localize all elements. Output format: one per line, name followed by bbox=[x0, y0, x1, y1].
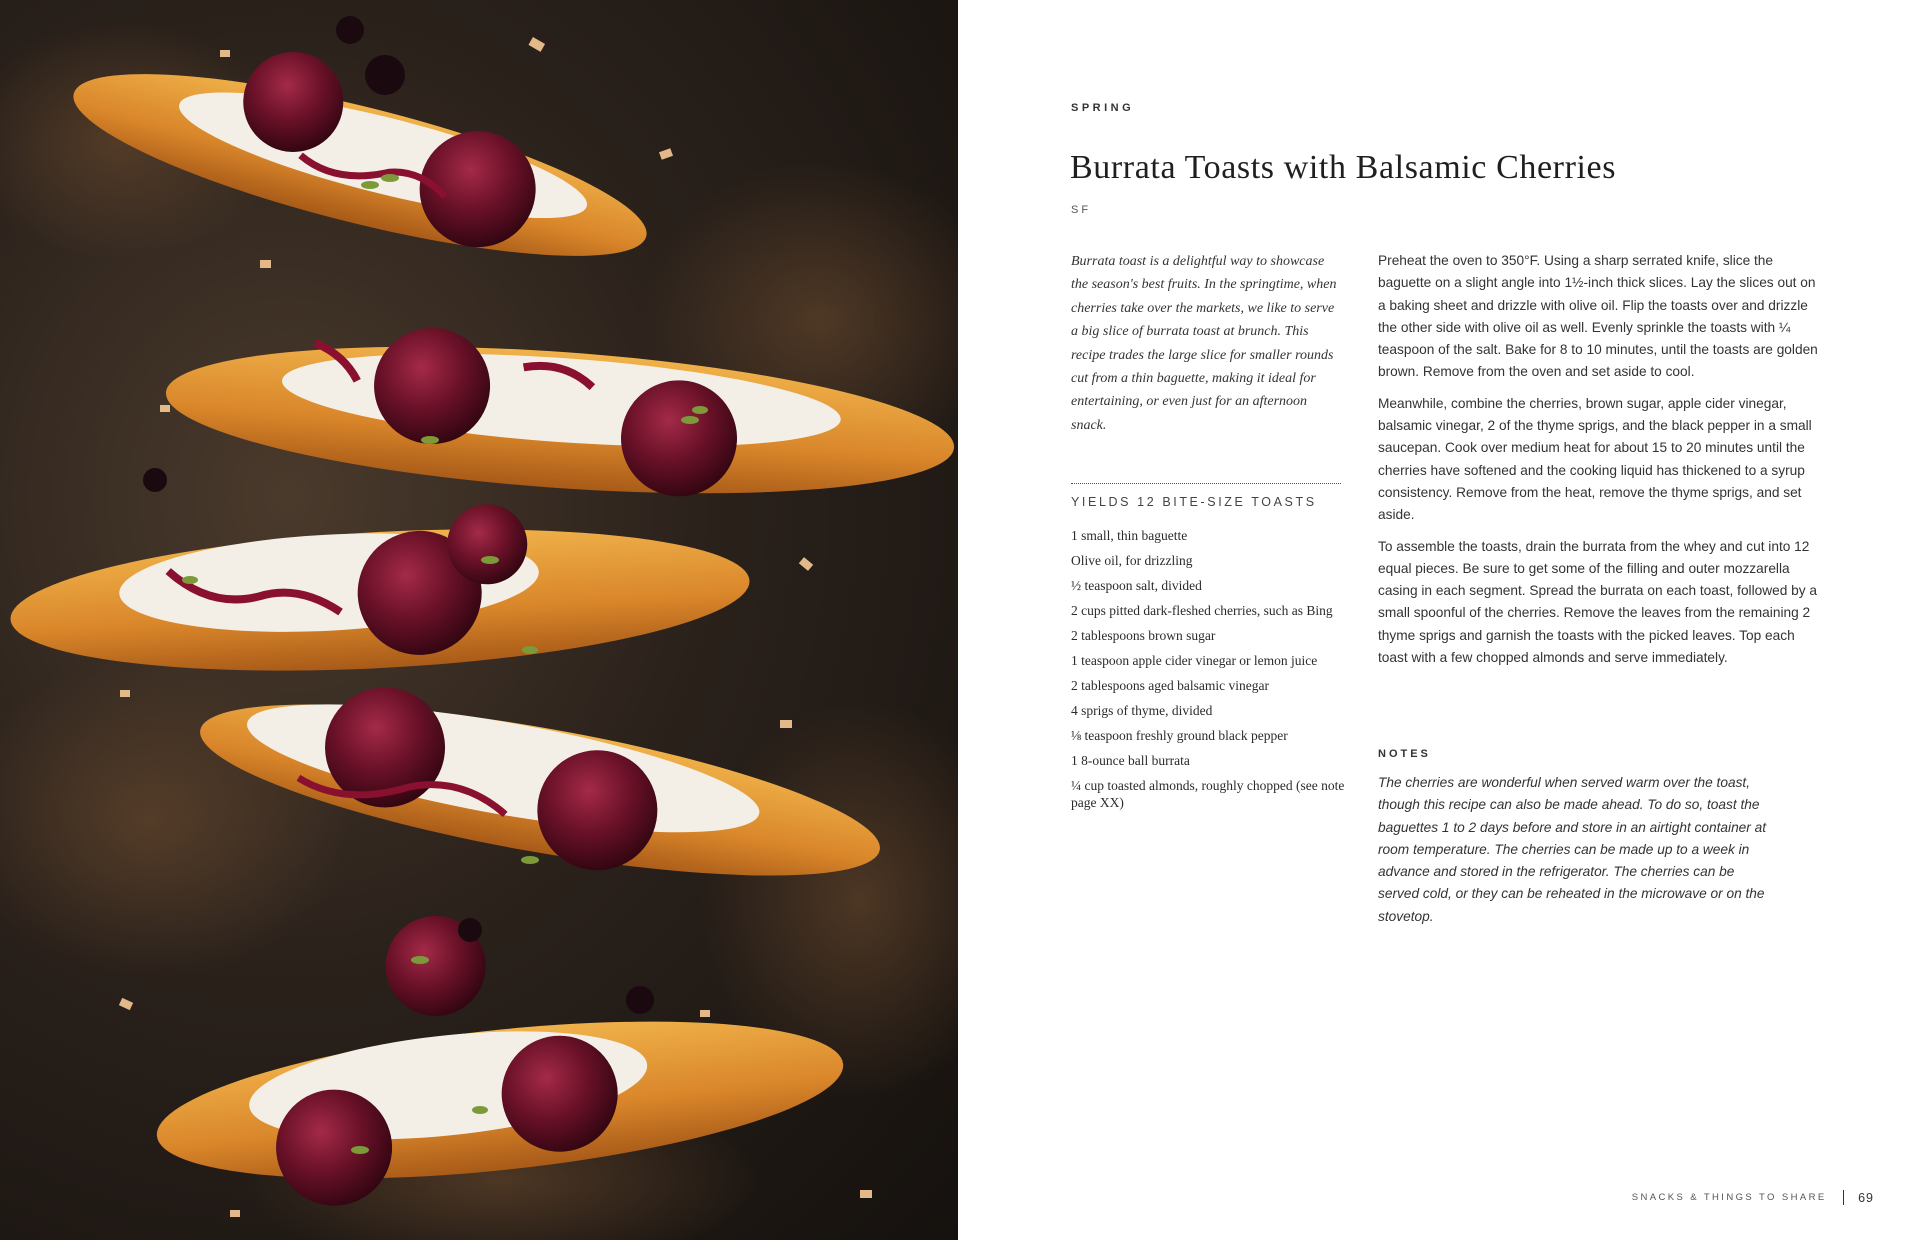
recipe-intro: Burrata toast is a delightful way to showcase the season's best fruits. In the springtime, when cherries take over the markets, we like to serve a big slice of burrata toast at brunch. This recipe trades the large slice for smaller rounds cut from a thin baguette, making it ideal for entertaining, or even just for an afternoon snack. bbox=[1071, 254, 1337, 433]
notes-heading: NOTES bbox=[1378, 748, 1431, 760]
method-paragraph: Meanwhile, combine the cherries, brown sugar, apple cider vinegar, balsamic vinegar, 2 of the thyme sprigs, and the black pepper in a small saucepan. Cook over medium heat for about 15 to 20 minutes until the cherries have softened and the cooking liquid has thickened to a syrup consistency. Remove from the heat, remove the thyme sprigs, and set aside. bbox=[1378, 395, 1812, 523]
ingredient-item: ⅛ teaspoon freshly ground black pepper bbox=[1071, 728, 1288, 743]
ingredient-list bbox=[1071, 527, 1351, 819]
ingredient-item: ¼ cup toasted almonds, roughly chopped (see note page XX) bbox=[1071, 778, 1345, 810]
dotted-divider bbox=[1071, 483, 1341, 484]
notes-text: The cherries are wonderful when served warm over the toast, though this recipe can also be made ahead. To do so, toast the baguettes 1 to 2 days before and store in an airtight container at room temperature. The cherries can be made up to a week in advance and stored in the refrigerator. The cherries can be served cold, or they can be reheated in the microwave or on the stovetop. bbox=[1378, 775, 1767, 924]
ingredient-item: 4 sprigs of thyme, divided bbox=[1071, 703, 1213, 718]
method-paragraph: Preheat the oven to 350°F. Using a sharp serrated knife, slice the baguette on a slight angle into 1½-inch thick slices. Lay the slices out on a baking sheet and drizzle with olive oil. Flip the toasts over and drizzle the other side with olive oil as well. Evenly sprinkle the toasts with ¼ teaspoon of the salt. Bake for 8 to 10 minutes, until the toasts are golden brown. Remove from the oven and set aside to cool. bbox=[1378, 253, 1818, 380]
method-paragraph: To assemble the toasts, drain the burrata from the whey and cut into 12 equal pieces. Be sure to get some of the filling and outer mozzarella casing in each segment. Spread the burrata on each toast, followed by a small spoonful of the cherries. Remove the leaves from the remaining 2 thyme sprigs and garnish the toasts with the picked leaves. Top each toast with a few chopped almonds and serve immediately. bbox=[1378, 538, 1818, 666]
ingredient-item: 1 teaspoon apple cider vinegar or lemon juice bbox=[1071, 653, 1318, 668]
ingredient-item: Olive oil, for drizzling bbox=[1071, 553, 1193, 568]
diet-label: SF bbox=[1071, 204, 1092, 216]
ingredient-item: 1 8-ounce ball burrata bbox=[1071, 753, 1190, 768]
ingredient-item: 2 tablespoons brown sugar bbox=[1071, 628, 1216, 643]
page-number: 69 bbox=[1858, 1190, 1874, 1205]
method-steps bbox=[1378, 250, 1818, 678]
ingredient-item: 1 small, thin baguette bbox=[1071, 528, 1188, 543]
season-label: SPRING bbox=[1071, 102, 1135, 114]
footer-divider bbox=[1843, 1190, 1845, 1205]
ingredient-item: 2 cups pitted dark-fleshed cherries, such as Bing bbox=[1071, 603, 1333, 618]
footer-section-title: SNACKS & THINGS TO SHARE bbox=[1631, 1192, 1827, 1203]
recipe-title: Burrata Toasts with Balsamic Cherries bbox=[1070, 149, 1617, 186]
page-footer bbox=[1632, 1190, 1874, 1205]
ingredient-item: ½ teaspoon salt, divided bbox=[1071, 578, 1202, 593]
toast-3 bbox=[6, 491, 753, 688]
recipe-page bbox=[958, 0, 1916, 1240]
ingredient-item: 2 tablespoons aged balsamic vinegar bbox=[1071, 678, 1269, 693]
recipe-yield: YIELDS 12 BITE-SIZE TOASTS bbox=[1071, 495, 1317, 509]
